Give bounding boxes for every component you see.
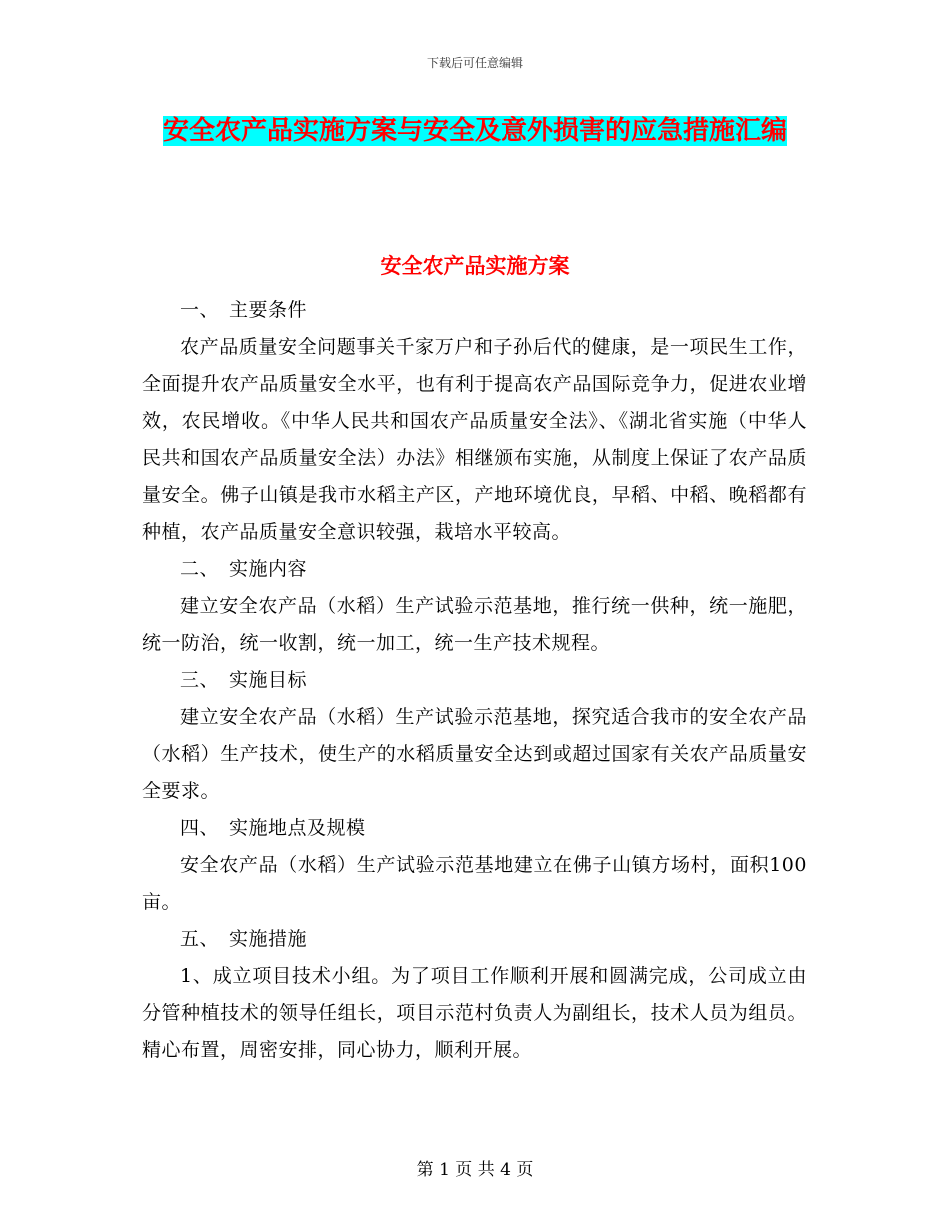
heading-implementation-content: 二、 实施内容 <box>180 558 308 580</box>
document-title-text: 安全农产品实施方案与安全及意外损害的应急措施汇编 <box>162 116 787 146</box>
paragraph-measure-1: 1、成立项目技术小组。为了项目工作顺利开展和圆满完成，公司成立由分管种植技术的领导任组长，项目示范村负责人为副组长，技术人员为组员。精心布置，周密安排，同心协力，顺利开展。 <box>142 965 807 1061</box>
heading-main-conditions: 一、 主要条件 <box>180 299 308 321</box>
heading-implementation-measures: 五、 实施措施 <box>180 928 308 950</box>
section-title: 安全农产品实施方案 <box>380 254 570 278</box>
document-title <box>140 110 810 152</box>
heading-location-scale: 四、 实施地点及规模 <box>180 817 366 839</box>
page-footer: 第 1 页 共 4 页 <box>416 1160 534 1180</box>
paragraph-implementation-content: 建立安全农产品（水稻）生产试验示范基地，推行统一供种，统一施肥，统一防治，统一收割，统一加工，统一生产技术规程。 <box>142 595 807 654</box>
heading-implementation-goals: 三、 实施目标 <box>180 669 308 691</box>
paragraph-main-conditions: 农产品质量安全问题事关千家万户和子孙后代的健康，是一项民生工作，全面提升农产品质量安全水平，也有利于提高农产品国际竞争力，促进农业增效，农民增收。《中华人民共和国农产品质量安全法》、《湖北省实施（中华人民共和国农产品质量安全法）办法》相继颁布实施，从制度上保证了农产品质量安全。佛子山镇是我市水稻主产区，产地环境优良，早稻、中稻、晚稻都有种植，农产品质量安全意识较强，栽培水平较高。 <box>142 336 807 543</box>
page-header: 下载后可任意编辑 <box>426 56 523 70</box>
document-body <box>142 292 807 1069</box>
paragraph-location-scale: 安全农产品（水稻）生产试验示范基地建立在佛子山镇方场村，面积100亩。 <box>142 854 807 913</box>
paragraph-implementation-goals: 建立安全农产品（水稻）生产试验示范基地，探究适合我市的安全农产品（水稻）生产技术，使生产的水稻质量安全达到或超过国家有关农产品质量安全要求。 <box>142 706 807 802</box>
